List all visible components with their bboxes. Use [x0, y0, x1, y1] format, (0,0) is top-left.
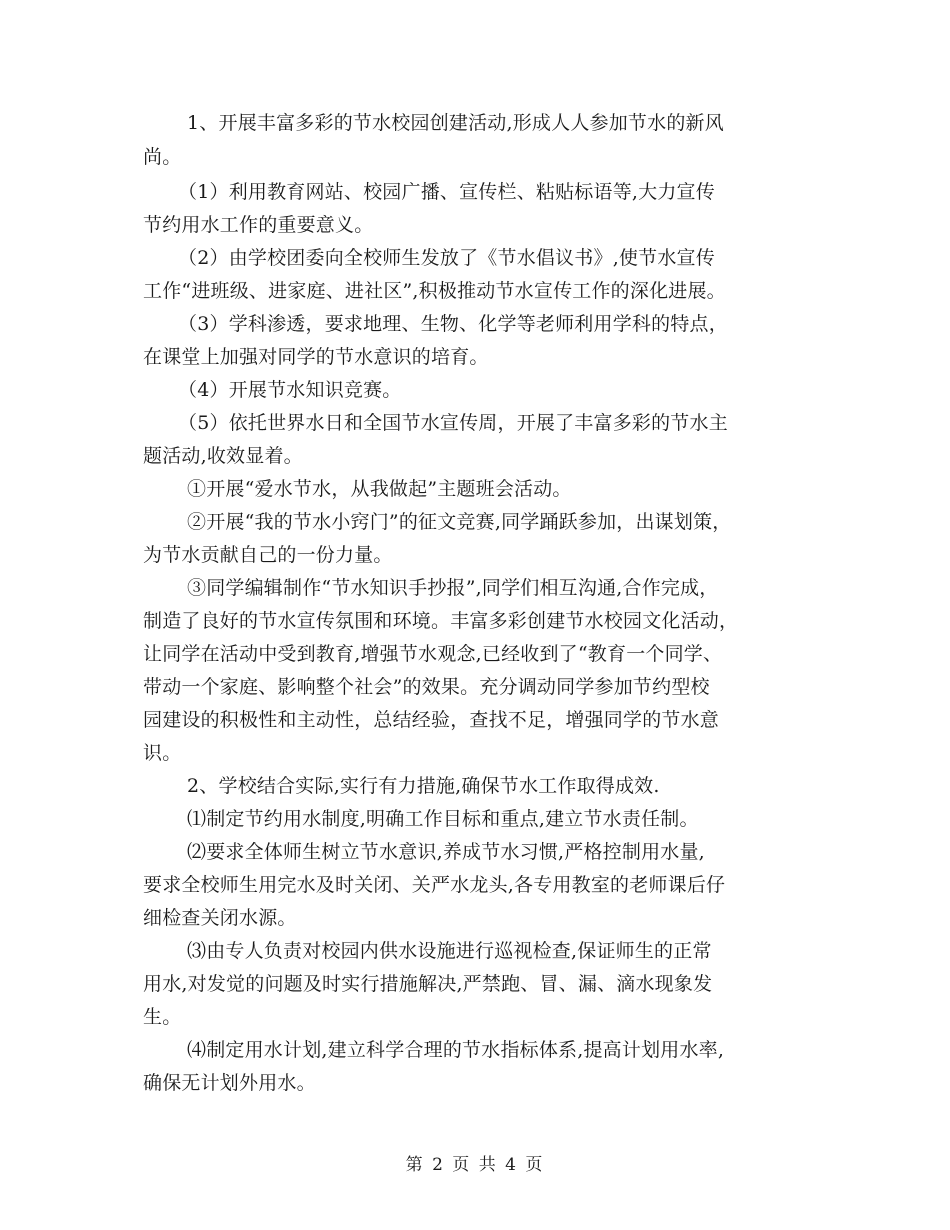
text-line: 生。	[143, 1006, 182, 1028]
text-line: 确保无计划外用水。	[143, 1072, 316, 1094]
text-line: 让同学在活动中受到教育,增强节水观念,已经收到了“教育一个同学、	[143, 643, 723, 665]
text-line: ⑶由专人负责对校园内供水设施进行巡视检查,保证师生的正常	[187, 940, 712, 962]
text-line: 工作“进班级、进家庭、进社区”,积极推动节水宣传工作的深化进展。	[143, 280, 726, 302]
text-line: 用水,对发觉的问题及时实行措施解决,严禁跑、冒、漏、滴水现象发	[143, 973, 713, 995]
text-line: 细检查关闭水源。	[143, 907, 297, 929]
text-line: （4）开展节水知识竞赛。	[178, 379, 402, 401]
text-line: ②开展“我的节水小窍门”的征文竞赛,同学踊跃参加，出谋划策，	[187, 511, 732, 533]
text-line: 为节水贡献自己的一份力量。	[143, 544, 393, 566]
text-line: 节约用水工作的重要意义。	[143, 214, 374, 236]
text-line: 园建设的积极性和主动性，总结经验，查找不足，增强同学的节水意	[143, 709, 720, 731]
text-line: ⑴制定节约用水制度,明确工作目标和重点,建立节水责任制。	[187, 808, 699, 830]
text-line: 尚。	[143, 146, 182, 168]
text-line: ③同学编辑制作“节水知识手抄报”,同学们相互沟通,合作完成，	[187, 577, 719, 599]
text-line: ⑷制定用水计划,建立科学合理的节水指标体系,提高计划用水率,	[187, 1039, 725, 1061]
text-line: （1）利用教育网站、校园广播、宣传栏、粘贴标语等,大力宣传	[178, 181, 715, 203]
text-line: （5）依托世界水日和全国节水宣传周，开展了丰富多彩的节水主	[178, 412, 728, 434]
text-line: 2、学校结合实际,实行有力措施,确保节水工作取得成效.	[187, 775, 660, 797]
text-line: 题活动,收效显着。	[143, 445, 303, 467]
text-line: 在课堂上加强对同学的节水意识的培育。	[143, 346, 489, 368]
text-line: 带动一个家庭、影响整个社会”的效果。充分调动同学参加节约型校	[143, 676, 710, 698]
text-line: （2）由学校团委向全校师生发放了《节水倡议书》,使节水宣传	[178, 247, 715, 269]
text-line: ⑵要求全体师生树立节水意识,养成节水习惯,严格控制用水量,	[187, 841, 705, 863]
text-line: （3）学科渗透，要求地理、生物、化学等老师利用学科的特点，	[178, 313, 728, 335]
text-line: 1、开展丰富多彩的节水校园创建活动,形成人人参加节水的新风	[187, 112, 724, 134]
text-line: 制造了良好的节水宣传氛围和环境。丰富多彩创建节水校园文化活动，	[143, 610, 739, 632]
text-line: ①开展“爱水节水，从我做起”主题班会活动。	[187, 478, 572, 500]
page-number-footer: 第 2 页 共 4 页	[405, 1155, 545, 1175]
text-line: 识。	[143, 742, 182, 764]
text-line: 要求全校师生用完水及时关闭、关严水龙头,各专用教室的老师课后仔	[143, 874, 726, 896]
